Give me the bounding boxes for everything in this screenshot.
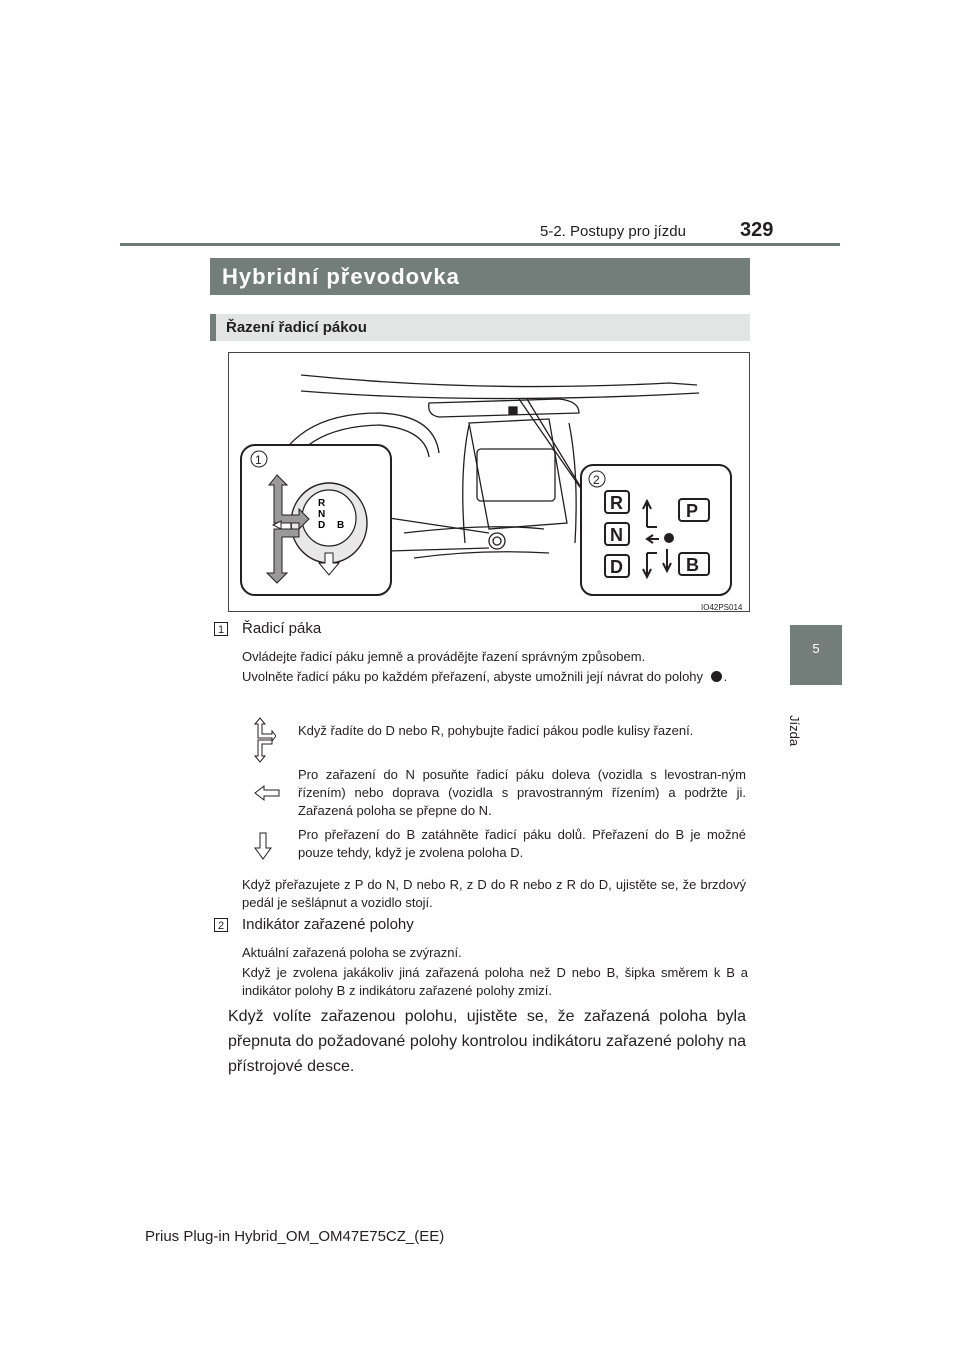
home-position-dot-icon	[711, 671, 722, 682]
callout-1-label: 1	[255, 453, 262, 467]
down-arrow-icon	[254, 832, 272, 860]
shift-path-arrows-icon	[254, 716, 276, 764]
page-title: Hybridní převodovka	[210, 258, 750, 295]
header-rule	[120, 243, 840, 246]
running-header-section: 5-2. Postupy pro jízdu	[540, 223, 686, 240]
shift-lever-figure	[228, 352, 750, 612]
page-number: 329	[740, 219, 774, 241]
paragraph-b-indicator: Když je zvolena jakákoliv jiná zařazená poloha než D nebo B, šipka směrem k B a indikátor polohy B z indikátoru zařazené polohy zmizí.	[242, 965, 748, 998]
item-number-1: 1	[214, 622, 228, 636]
knob-label-d: D	[318, 520, 326, 531]
paragraph-brake-note: Když přeřazujete z P do N, D nebo R, z D do R nebo z R do D, ujistěte se, že brzdový pedál je sešlápnut a vozidlo stojí.	[242, 877, 746, 910]
indicator-n: N	[610, 525, 623, 545]
main-paragraph: Když volíte zařazenou polohu, ujistěte se, že zařazená poloha byla přepnuta do požadované polohy kontrolou indikátoru zařazené polohy na přístrojové desce.	[228, 1008, 746, 1075]
paragraph-operate-lever: Ovládejte řadicí páku jemně a provádějte řazení správným způsobem.	[242, 649, 646, 664]
chapter-title-text: Jízda	[787, 715, 802, 747]
paragraph-highlight: Aktuální zařazená poloha se zvýrazní.	[242, 945, 462, 960]
left-arrow-icon	[254, 784, 280, 802]
instruction-shift-b: Pro přeřazení do B zatáhněte řadicí páku dolů. Přeřazení do B je možné pouze tehdy, když je zvolena poloha D.	[298, 827, 746, 860]
instruction-shift-d-r: Když řadíte do D nebo R, pohybujte řadicí pákou podle kulisy řazení.	[298, 723, 694, 738]
indicator-d: D	[610, 557, 623, 577]
figure-code: IO42PS014	[701, 603, 743, 612]
paragraph-release-lever	[242, 668, 746, 686]
section-subtitle: Řazení řadicí pákou	[210, 314, 750, 341]
footer-document-id: Prius Plug-in Hybrid_OM_OM47E75CZ_(EE)	[145, 1228, 445, 1245]
dashboard-illustration	[229, 353, 749, 611]
item-title-shift-indicator: Indikátor zařazené polohy	[242, 916, 414, 933]
item-number-2: 2	[214, 918, 228, 932]
instruction-shift-n: Pro zařazení do N posuňte řadicí páku doleva (vozidla s levostran-ným řízením) nebo doprava (vozidla s pravostranným řízením) a podržte ji. Zařazená poloha se přepne do N.	[298, 767, 746, 818]
indicator-r: R	[610, 493, 623, 513]
indicator-p: P	[686, 501, 699, 521]
callout-2-label: 2	[593, 473, 600, 487]
item-title-shift-lever: Řadicí páka	[242, 620, 322, 637]
knob-label-n: N	[318, 509, 326, 520]
chapter-tab: 5	[790, 625, 842, 685]
knob-label-r: R	[318, 498, 326, 509]
paragraph-release-lever-text: Uvolněte řadicí páku po každém přeřazení, abyste umožnili její návrat do polohy	[242, 669, 704, 684]
paragraph-release-lever-end: .	[723, 669, 728, 684]
knob-label-b: B	[337, 520, 345, 531]
indicator-b: B	[686, 555, 699, 575]
chapter-title	[782, 715, 806, 775]
